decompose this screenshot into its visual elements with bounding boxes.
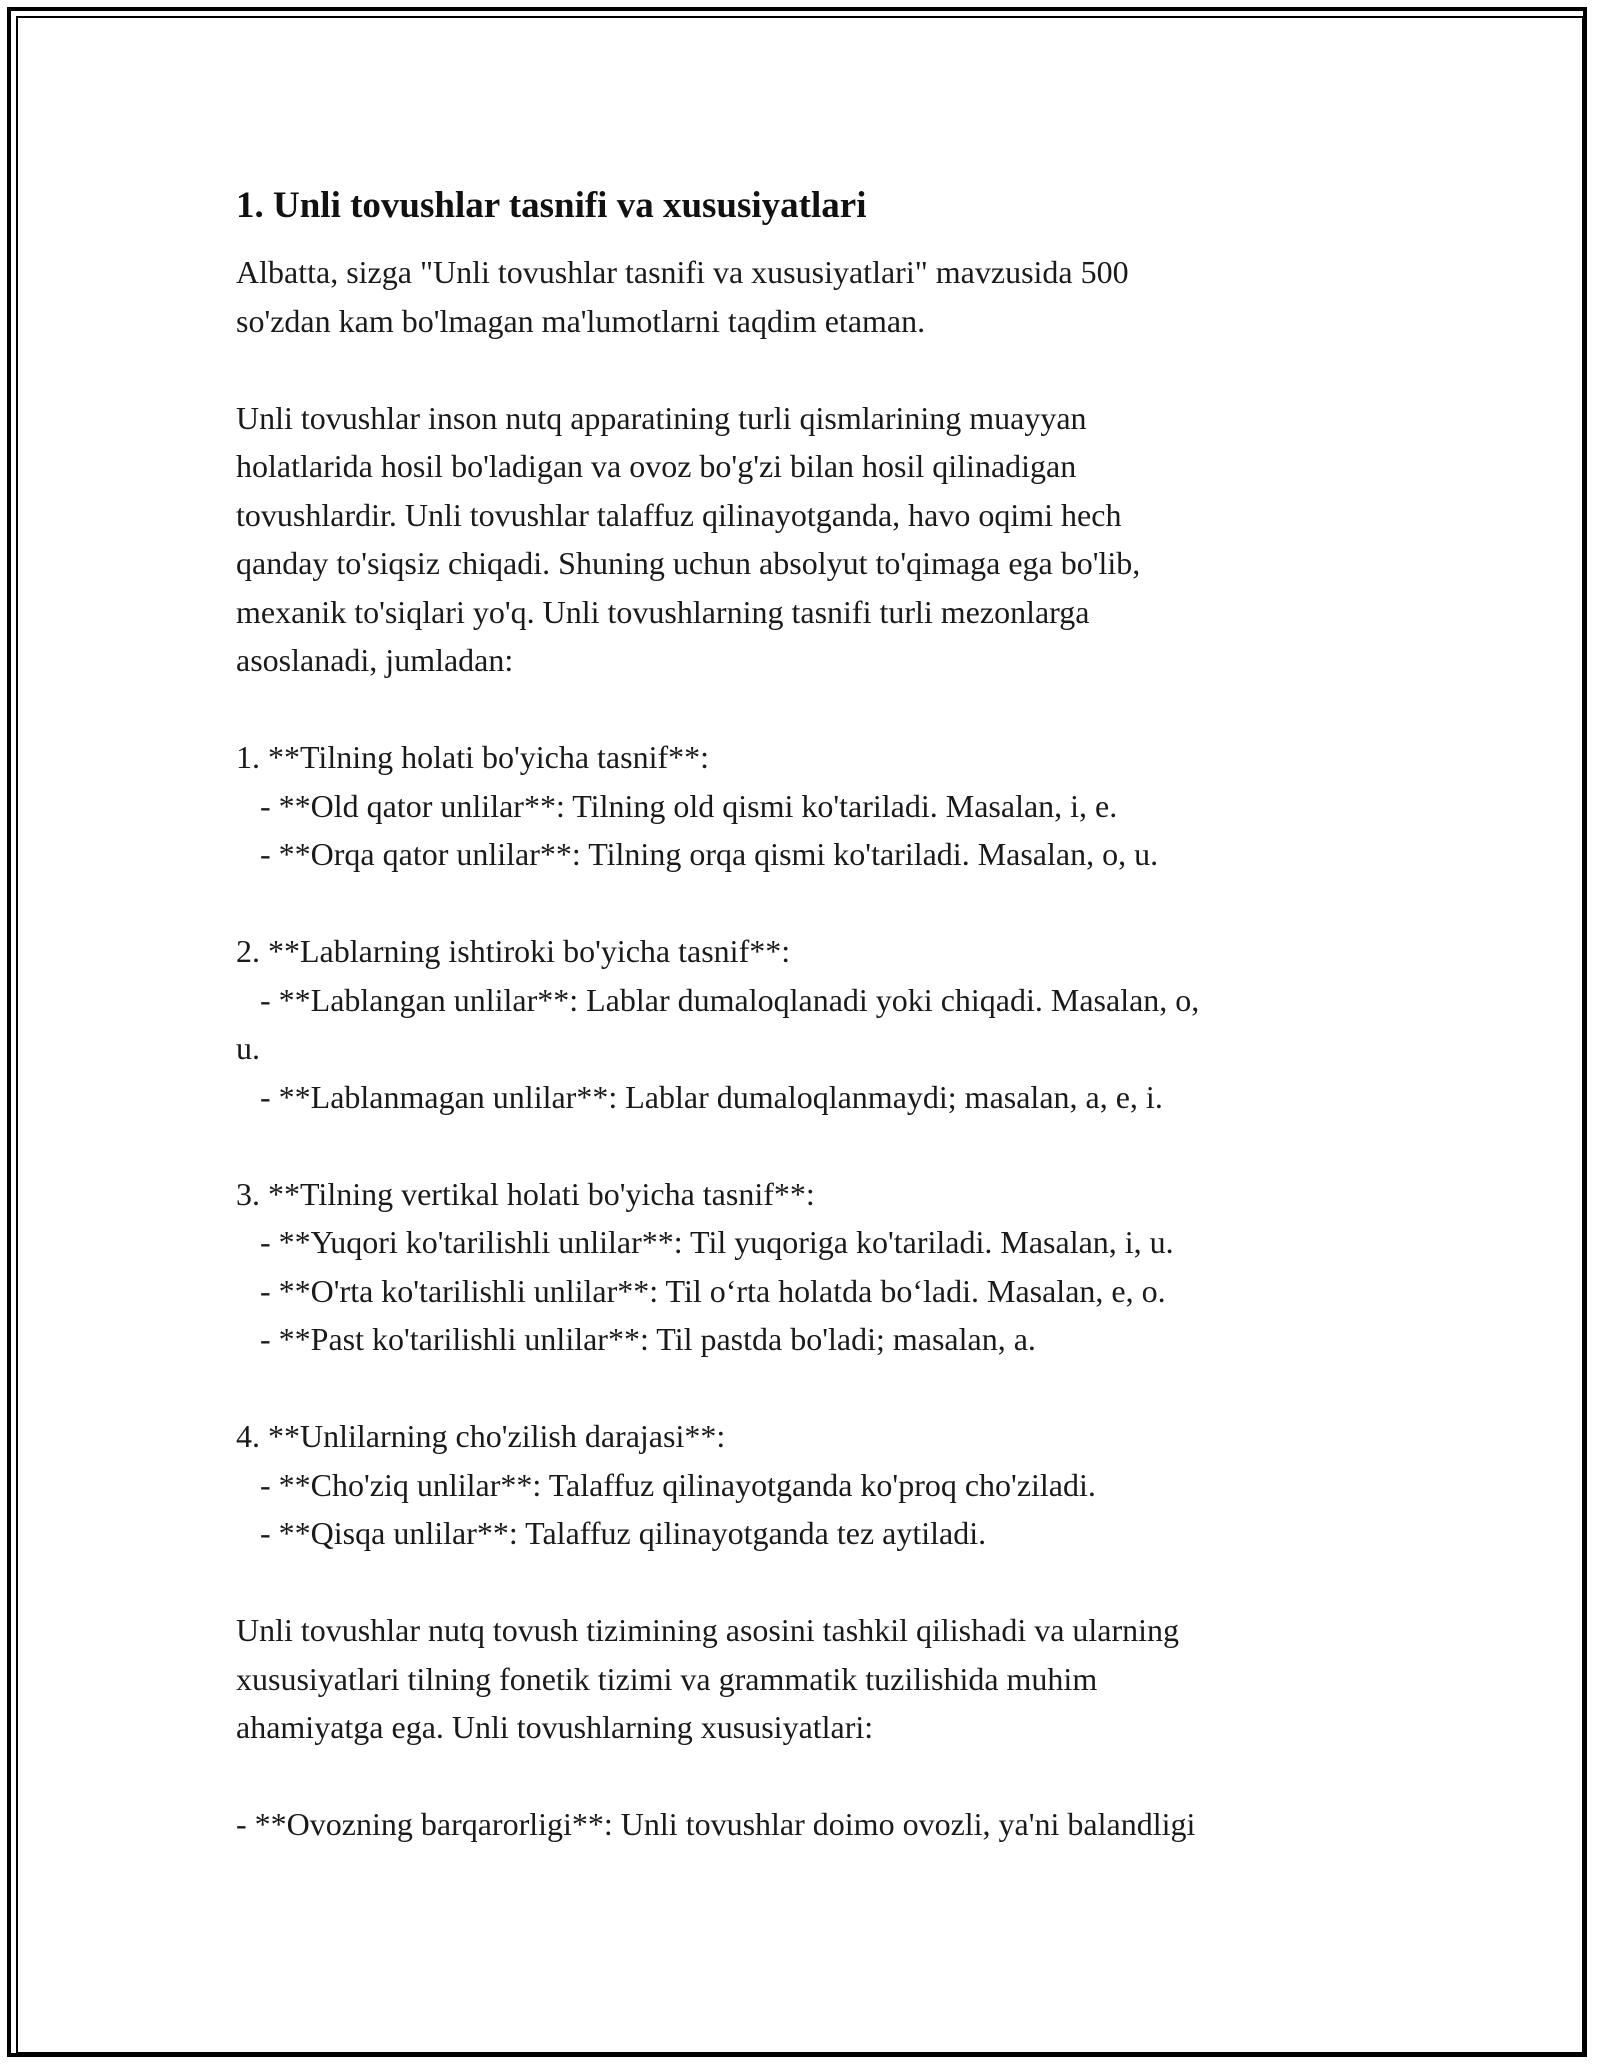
list-item-voice-stability: - **Ovozning barqarorligi**: Unli tovushlar doimo ovozli, ya'ni balandligi [236, 1806, 1196, 1842]
paragraph-gap [236, 345, 1346, 394]
paragraph-definition: Unli tovushlar inson nutq apparatining turli qismlarining muayyan holatlarida hosil bo'ladigan va ovoz bo'g'zi bilan hosil qilinadigan tovushlardir. Unli tovushlar talaffuz qilinayotganda, havo oqimi hech qanday to'siqsiz chiqadi. Shuning uchun absolyut to'qimaga ega bo'lib, mexanik to'siqlari yo'q. Unli tovushlarning tasnifi turli mezonlarga asoslanadi, jumladan: [236, 399, 1141, 678]
document-body [236, 182, 1346, 1849]
paragraph-intro: Albatta, sizga "Unli tovushlar tasnifi va xususiyatlari" mavzusida 500 so'zdan kam bo'lmagan ma'lumotlarni taqdim etaman. [236, 254, 1129, 339]
list-item-length: 4. **Unlilarning cho'zilish darajasi**: - **Cho'ziq unlilar**: Talaffuz qilinayotganda ko'proq cho'ziladi. - **Qisqa unlilar**: Talaffuz qilinayotganda tez aytiladi. [236, 1418, 1096, 1551]
paragraph-gap [236, 879, 1346, 928]
paragraph-gap [236, 685, 1346, 734]
paragraph-gap [236, 1121, 1346, 1170]
paragraph-gap [236, 1558, 1346, 1607]
paragraph-summary: Unli tovushlar nutq tovush tizimining asosini tashkil qilishadi va ularning xususiyatlari tilning fonetik tizimi va grammatik tuzilishida muhim ahamiyatga ega. Unli tovushlarning xususiyatlari: [236, 1612, 1180, 1745]
paragraph-gap [236, 1752, 1346, 1801]
paragraph-gap [236, 1364, 1346, 1413]
list-item-tongue-position: 1. **Tilning holati bo'yicha tasnif**: - **Old qator unlilar**: Tilning old qismi ko'tariladi. Masalan, i, e. - **Orqa qator unlilar**: Tilning orqa qismi ko'tariladi. Masalan, o, u. [236, 739, 1159, 872]
list-item-lips: 2. **Lablarning ishtiroki bo'yicha tasnif**: - **Lablangan unlilar**: Lablar dumaloqlanadi yoki chiqadi. Masalan, o, u. - **Lablanmagan unlilar**: Lablar dumaloqlanmaydi; masalan, a, e, i. [236, 933, 1200, 1115]
list-item-vertical-position: 3. **Tilning vertikal holati bo'yicha tasnif**: - **Yuqori ko'tarilishli unlilar**: Til yuqoriga ko'tariladi. Masalan, i, u. - **O'rta ko'tarilishli unlilar**: Til o‘rta holatda bo‘ladi. Masalan, e, o. - **Past ko'tarilishli unlilar**: Til pastda bo'ladi; masalan, a. [236, 1175, 1174, 1357]
document-title: 1. Unli tovushlar tasnifi va xususiyatlari [236, 185, 867, 226]
